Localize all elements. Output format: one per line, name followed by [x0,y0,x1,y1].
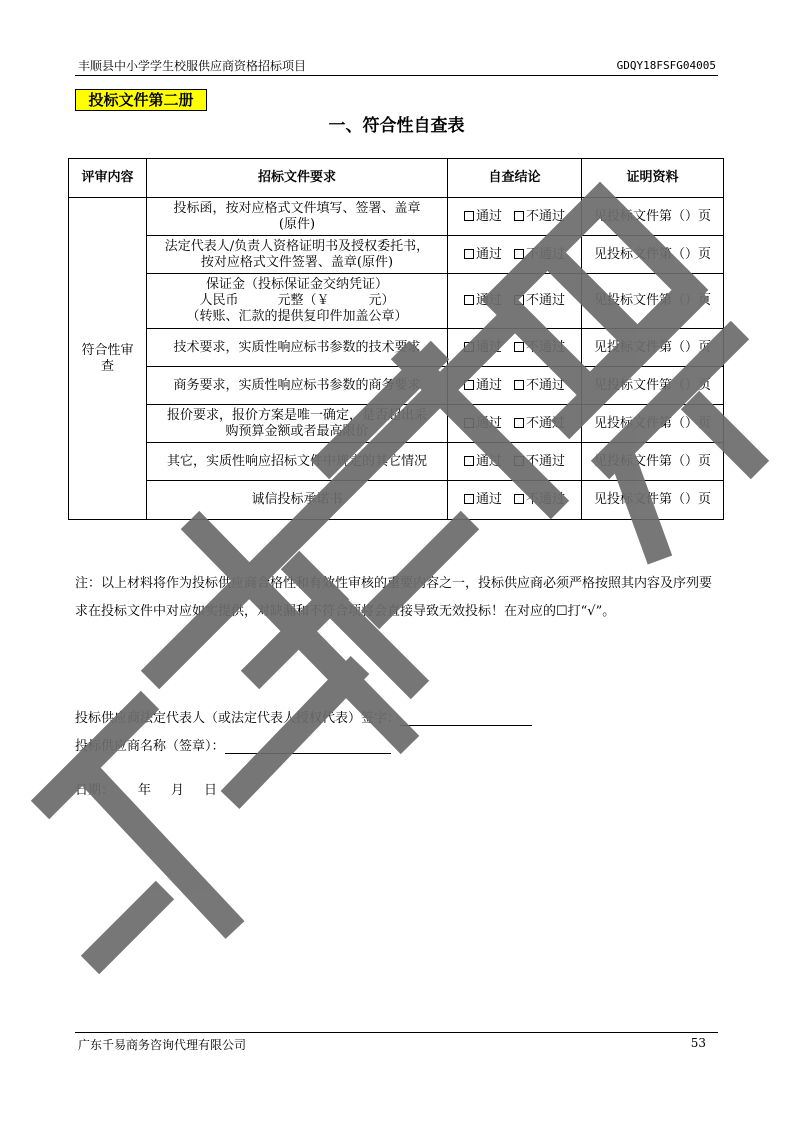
requirement-cell: 法定代表人/负责人资格证明书及授权委托书， 按对应格式文件签署、盖章(原件) [147,236,448,274]
table-row [69,367,724,405]
evidence-cell: 见投标文件第（）页 [582,405,724,443]
pass-checkbox[interactable] [464,456,474,466]
conclusion-cell: 通过 不通过 [448,367,582,405]
header-evidence: 证明资料 [582,159,724,198]
date-line [75,779,217,798]
pass-checkbox[interactable] [464,342,474,352]
company-signature-label: 投标供应商名称（签章）： [75,739,225,754]
table-row [69,329,724,367]
table-row [69,274,724,329]
evidence-cell: 见投标文件第（）页 [582,236,724,274]
company-signature-line [75,735,391,754]
requirement-cell: 其它，实质性响应招标文件中规定的其它情况 [147,443,448,481]
company-signature-field[interactable] [225,739,391,754]
fail-checkbox[interactable] [514,211,524,221]
fail-checkbox[interactable] [514,494,524,504]
conclusion-cell: 通过 不通过 [448,443,582,481]
date-year: 年 [138,783,152,798]
pass-checkbox[interactable] [464,494,474,504]
date-month: 月 [171,783,185,798]
evidence-cell: 见投标文件第（）页 [582,329,724,367]
conclusion-cell: 通过 不通过 [448,405,582,443]
rep-signature-field[interactable] [400,711,532,726]
footer-company: 广东千易商务咨询代理有限公司 [78,1038,247,1052]
rep-signature-line [75,707,532,726]
pass-checkbox[interactable] [464,295,474,305]
header-review-item: 评审内容 [69,159,147,198]
table-row [69,236,724,274]
evidence-cell: 见投标文件第（）页 [582,443,724,481]
table-row [69,481,724,520]
page-title: 一、符合性自查表 [328,116,465,136]
compliance-table [68,158,724,520]
header-requirement: 招标文件要求 [147,159,448,198]
conclusion-cell: 通过 不通过 [448,481,582,520]
rep-signature-label: 投标供应商法定代表人（或法定代表人授权代表）签字： [75,711,401,726]
pass-checkbox[interactable] [464,249,474,259]
page-number: 53 [690,1036,706,1050]
evidence-cell: 见投标文件第（）页 [582,274,724,329]
fail-checkbox[interactable] [514,418,524,428]
conclusion-cell: 通过 不通过 [448,274,582,329]
page-footer [75,1032,718,1052]
fail-checkbox[interactable] [514,342,524,352]
conclusion-cell: 通过 不通过 [448,198,582,236]
evidence-cell: 见投标文件第（）页 [582,198,724,236]
pass-checkbox[interactable] [464,211,474,221]
pass-checkbox[interactable] [464,418,474,428]
fail-checkbox[interactable] [514,380,524,390]
requirement-cell: 商务要求，实质性响应标书参数的商务要求 [147,367,448,405]
date-label: 日期： [75,783,115,798]
conclusion-cell: 通过 不通过 [448,236,582,274]
note-paragraph: 注：以上材料将作为投标供应商合格性和有效性审核的重要内容之一，投标供应商必须严格按照其内容及序列要求在投标文件中对应如实提供，对缺漏和不符合项将会直接导致无效投标！在对应的☐打“√”。 [75,576,713,619]
conclusion-cell: 通过 不通过 [448,329,582,367]
table-row [69,405,724,443]
requirement-cell: 投标函，按对应格式文件填写、签署、盖章 (原件) [147,198,448,236]
requirement-cell: 技术要求，实质性响应标书参数的技术要求 [147,329,448,367]
requirement-cell: 报价要求，报价方案是唯一确定，是否超出采 购预算金额或者最高限价 [147,405,448,443]
requirement-cell: 保证金（投标保证金交纳凭证） 人民币 元整（￥ 元） （转账、汇款的提供复印件加盖公章） [147,274,448,329]
evidence-cell: 见投标文件第（）页 [582,481,724,520]
date-day: 日 [204,783,218,798]
requirement-cell: 诚信投标承诺书 [147,481,448,520]
page-header [75,57,718,76]
table-header-row [69,159,724,198]
table-row [69,443,724,481]
project-name: 丰顺县中小学学生校服供应商资格招标项目 [78,59,307,73]
volume-label: 投标文件第二册 [75,89,207,111]
pass-checkbox[interactable] [464,380,474,390]
header-conclusion: 自查结论 [448,159,582,198]
fail-checkbox[interactable] [514,456,524,466]
evidence-cell: 见投标文件第（）页 [582,367,724,405]
watermark-glyph-2 [150,510,420,800]
category-cell: 符合性审查 [69,198,147,520]
project-code: GDQY18FSFG04005 [616,59,716,72]
fail-checkbox[interactable] [514,249,524,259]
table-row [69,198,724,236]
fail-checkbox[interactable] [514,295,524,305]
